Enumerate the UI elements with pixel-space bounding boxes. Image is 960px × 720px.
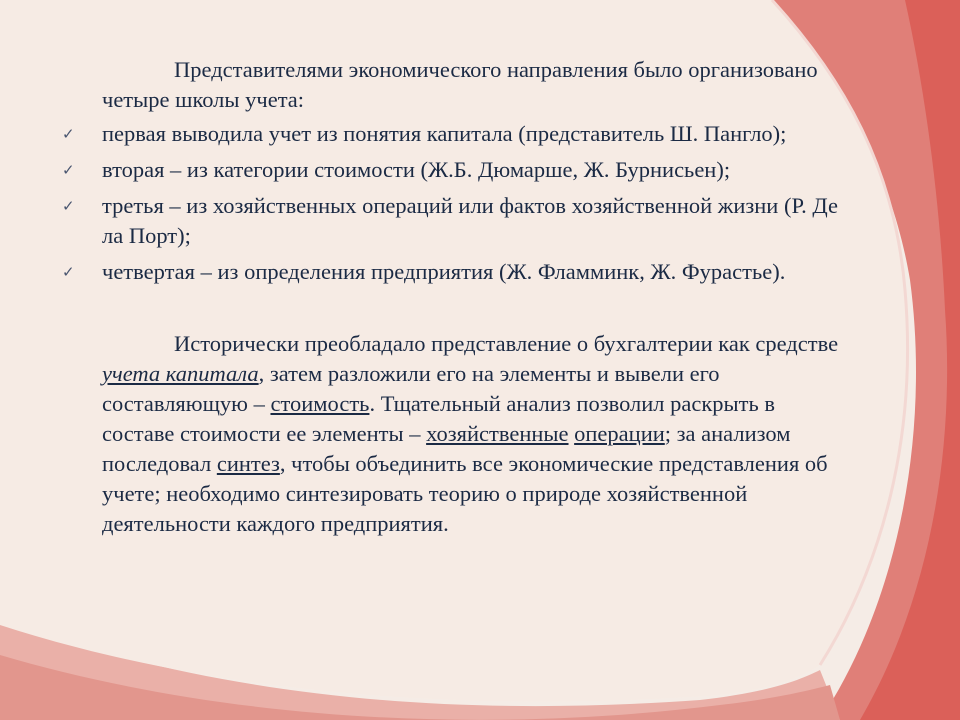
intro-text: Представителями экономического направления было организовано четыре школы учета: xyxy=(102,57,818,112)
bullet-text: третья – из хозяйственных операций или фактов хозяйственной жизни (Р. Де ла Порт); xyxy=(102,193,839,248)
list-item xyxy=(62,257,852,287)
list-item xyxy=(62,119,852,149)
bullet-text: четвертая – из определения предприятия (Ж. Фламминк, Ж. Фурастье). xyxy=(102,259,786,284)
underlined-synthesis: синтез xyxy=(216,451,280,476)
underlined-operations: операции xyxy=(574,421,665,446)
history-text-4: ; за анализом последовал xyxy=(102,421,791,476)
list-item xyxy=(62,155,852,185)
bullet-text: вторая – из категории стоимости (Ж.Б. Дюмарше, Ж. Бурнисьен); xyxy=(102,157,731,182)
check-mark-icon: ✓ xyxy=(62,197,75,215)
check-mark-icon: ✓ xyxy=(62,125,75,143)
intro-paragraph xyxy=(62,55,852,115)
history-text-3: . Тщательный анализ позволил раскрыть в составе стоимости ее элементы – xyxy=(102,391,776,446)
list-item xyxy=(62,191,852,251)
underlined-cost: стоимость xyxy=(270,391,370,416)
emphasis-capital-accounting: учета капитала xyxy=(102,361,259,386)
bullet-text: первая выводила учет из понятия капитала (представитель Ш. Пангло); xyxy=(102,121,787,146)
history-text-5: , чтобы объединить все экономические представления об учете; необходимо синтезировать теорию о природе хозяйственной деятельности каждого предприятия. xyxy=(102,451,828,536)
underlined-economic: хозяйственные xyxy=(426,421,569,446)
check-mark-icon: ✓ xyxy=(62,161,75,179)
check-mark-icon: ✓ xyxy=(62,263,75,281)
history-text-1: Исторически преобладало представление о бухгалтерии как средстве xyxy=(174,331,839,356)
history-paragraph xyxy=(62,329,852,539)
slide-content xyxy=(62,55,852,539)
history-text-2: , затем разложили его на элементы и вывели его составляющую – xyxy=(102,361,720,416)
schools-list xyxy=(62,119,852,287)
